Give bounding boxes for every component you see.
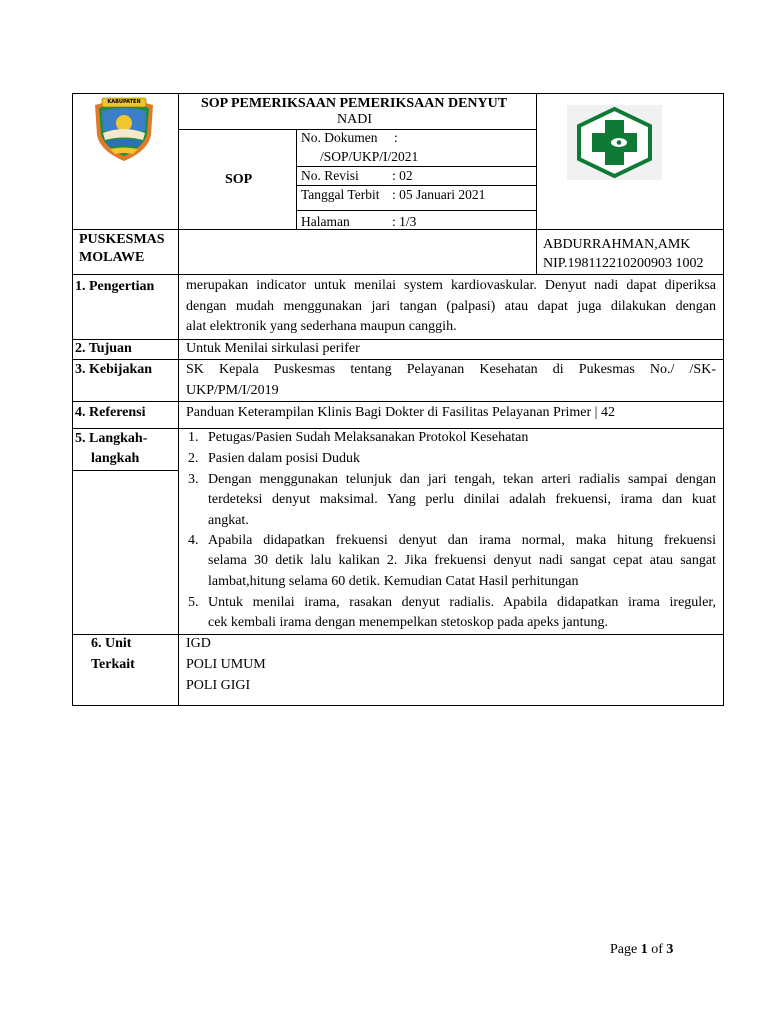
step-text: Pasien dalam posisi Duduk — [208, 451, 361, 466]
page-title: SOP PEMERIKSAAN PEMERIKSAAN DENYUT — [201, 96, 508, 111]
page-prefix: Page — [610, 942, 641, 957]
kebijakan-label: 3. Kebijakan — [75, 362, 153, 377]
page-total: 3 — [666, 942, 674, 957]
page-of: of — [647, 942, 667, 957]
unit-item: POLI UMUM — [186, 657, 266, 672]
terbit-value: : 05 Januari 2021 — [392, 187, 486, 202]
unit-label-line2: Terkait — [91, 657, 135, 672]
unit-item: IGD — [186, 636, 211, 651]
tujuan-label: 2. Tujuan — [75, 341, 132, 356]
pengertian-line: dengan mudah menggunakan jari tangan (palpasi) atau dapat juga dilakukan dengan — [186, 298, 716, 314]
doc-no-colon: : — [394, 130, 398, 145]
page-title-line2: NADI — [337, 112, 372, 127]
step-line: terdeteksi denyut maksimal. Yang perlu dinilai adalah frekuensi, irama dan kuat — [208, 492, 716, 507]
regency-logo-banner: KABUPATEN — [107, 99, 141, 105]
signer-name: ABDURRAHMAN,AMK — [543, 237, 691, 252]
step-line: Apabila didapatkan frekuensi denyut dan irama normal, maka hitung frekuensi — [208, 532, 716, 548]
step-text: Petugas/Pasien Sudah Melaksanakan Protokol Kesehatan — [208, 430, 529, 445]
kebijakan-line: SK Kepala Puskesmas tentang Pelayanan Kesehatan di Pukesmas No./ /SK- — [186, 362, 716, 377]
halaman-label: Halaman — [301, 214, 350, 229]
step-number: 4. — [188, 533, 199, 548]
unit-label-line1: 6. Unit — [91, 636, 132, 651]
step-line: lambat,hitung selama 60 detik. Kemudian Catat Hasil perhitungan — [208, 573, 579, 589]
step-text — [208, 531, 716, 593]
terbit-label: Tanggal Terbit — [301, 187, 380, 202]
regency-logo — [88, 95, 160, 163]
unit-item: POLI GIGI — [186, 678, 251, 693]
sop-label: SOP — [225, 172, 253, 187]
step-number: 3. — [188, 472, 199, 487]
page-current: 1 — [640, 942, 648, 957]
signer-nip: NIP.198112210200903 1002 — [543, 256, 704, 271]
step-line: Untuk menilai irama, rasakan denyut radialis. Apabila didapatkan irama ireguler, — [208, 594, 716, 610]
halaman-value: : 1/3 — [392, 214, 417, 229]
puskesmas-name-line2: MOLAWE — [79, 250, 145, 265]
step-number: 2. — [188, 451, 199, 466]
langkah-label-line1: 5. Langkah- — [75, 431, 148, 446]
step-text — [208, 593, 716, 634]
langkah-label-line2: langkah — [91, 451, 140, 466]
referensi-text: Panduan Keterampilan Klinis Bagi Dokter di Fasilitas Pelayanan Primer | 42 — [186, 405, 615, 420]
pengertian-line: merupakan indicator untuk menilai system kardiovaskular. Denyut nadi dapat diperiksa — [186, 278, 716, 293]
pengertian-text — [186, 276, 716, 338]
puskesmas-name-line1: PUSKESMAS — [79, 232, 165, 247]
referensi-label: 4. Referensi — [75, 405, 146, 420]
step-line: cek kembali irama dengan menempelkan stetoskop pada apeks jantung. — [208, 615, 609, 630]
pengertian-line: alat elektronik yang sederhana maupun canggih. — [186, 319, 457, 334]
step-line: Dengan menggunakan telunjuk dan jari tengah, tekan arteri radialis sampai dengan — [208, 471, 716, 487]
step-line: angkat. — [208, 512, 249, 528]
step-text — [208, 470, 716, 532]
doc-no-value: /SOP/UKP/I/2021 — [320, 149, 419, 164]
page-number — [610, 942, 673, 958]
revisi-value: : 02 — [392, 168, 413, 183]
health-logo — [567, 105, 662, 180]
step-line: selama 30 detik lalu kalikan 2. Jika frekuensi denyut nadi sangat cepat atau sangat — [208, 553, 716, 568]
kebijakan-text — [186, 360, 716, 401]
tujuan-text: Untuk Menilai sirkulasi perifer — [186, 341, 360, 356]
doc-no-label: No. Dokumen — [301, 130, 378, 145]
pengertian-label: 1. Pengertian — [75, 279, 155, 294]
step-number: 5. — [188, 595, 199, 610]
kebijakan-line: UKP/PM/I/2019 — [186, 382, 279, 398]
revisi-label: No. Revisi — [301, 168, 359, 183]
step-number: 1. — [188, 430, 199, 445]
